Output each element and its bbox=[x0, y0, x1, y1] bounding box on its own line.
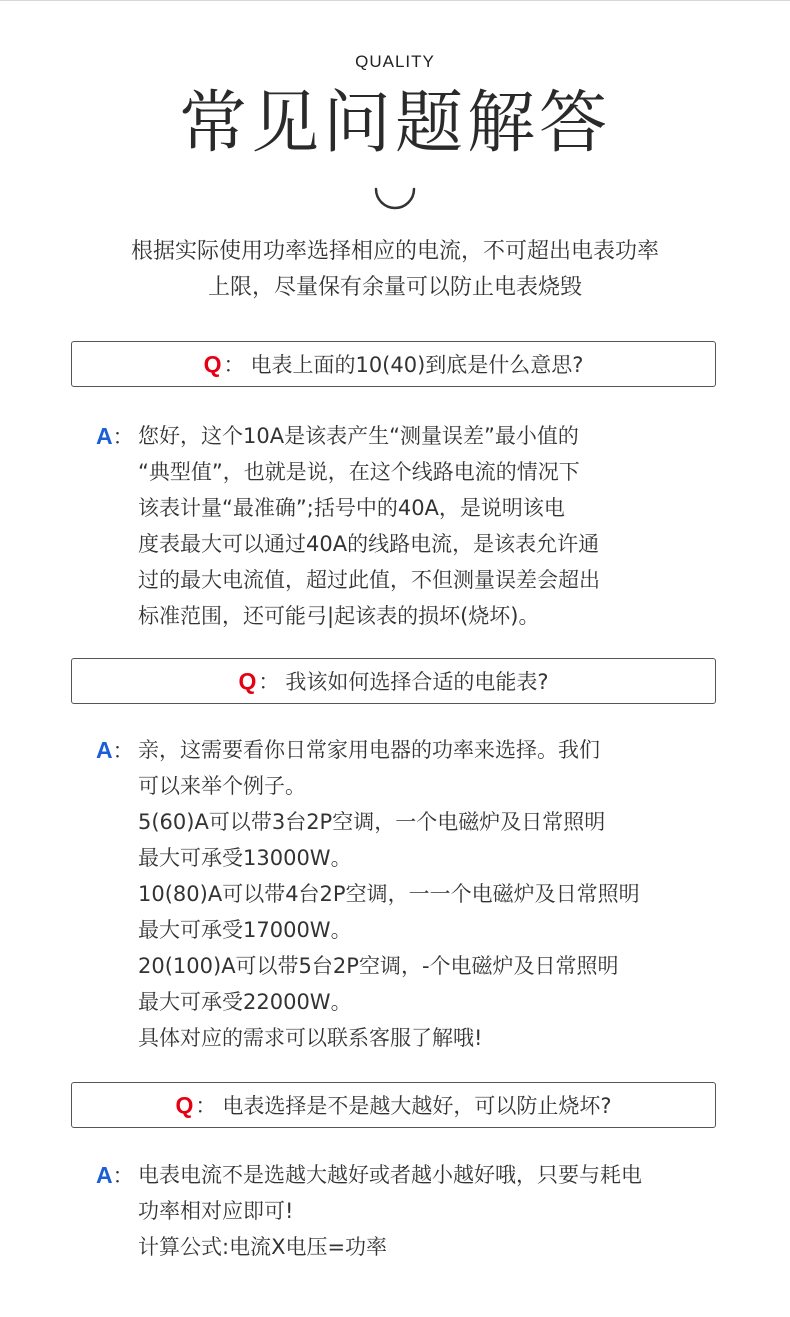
answer-line: 计算公式:电流X电压=功率 bbox=[138, 1235, 388, 1259]
question-text: 我该如何选择合适的电能表? bbox=[285, 670, 549, 694]
answer-text bbox=[138, 732, 728, 1056]
q-colon: ： bbox=[195, 1094, 217, 1118]
answer-line: 可以来举个例子。 bbox=[138, 774, 306, 798]
a-marker-group bbox=[96, 732, 134, 769]
answer-line: 过的最大电流值，超过此值，不但测量误差会超出 bbox=[138, 568, 600, 592]
faq-question-1 bbox=[71, 341, 716, 387]
a-marker-group bbox=[96, 1157, 134, 1194]
a-marker: A bbox=[96, 1162, 113, 1188]
answer-line: 标准范围，还可能弓|起该表的损坏(烧坏)。 bbox=[138, 604, 540, 628]
answer-line: 功率相对应即可! bbox=[138, 1199, 294, 1223]
answer-text bbox=[138, 418, 728, 634]
section-eyebrow: QUALITY bbox=[355, 52, 435, 71]
a-marker-group bbox=[96, 418, 134, 455]
answer-line: 该表计量“最准确”;括号中的40A，是说明该电 bbox=[138, 496, 565, 520]
q-marker: Q bbox=[238, 667, 257, 694]
faq-question-2 bbox=[71, 658, 716, 704]
a-colon: ： bbox=[112, 739, 134, 763]
faq-question-3 bbox=[71, 1082, 716, 1128]
answer-line: 20(100)A可以带5台2P空调，-个电磁炉及日常照明 bbox=[138, 954, 619, 978]
answer-line: 您好，这个10A是该表产生“测量误差”最小值的 bbox=[138, 424, 579, 448]
answer-line: 最大可承受22000W。 bbox=[138, 990, 352, 1014]
intro-line: 上限，尽量保有余量可以防止电表烧毁 bbox=[207, 275, 582, 300]
a-marker: A bbox=[96, 737, 113, 763]
answer-line: 5(60)A可以带3台2P空调，一个电磁炉及日常照明 bbox=[138, 810, 606, 834]
answer-line: 亲，这需要看你日常家用电器的功率来选择。我们 bbox=[138, 738, 600, 762]
question-text: 电表上面的10(40)到底是什么意思? bbox=[250, 353, 584, 377]
top-divider bbox=[0, 0, 790, 1]
a-colon: ： bbox=[112, 1164, 134, 1188]
question-text: 电表选择是不是越大越好，可以防止烧坏? bbox=[222, 1094, 612, 1118]
smile-arc-icon bbox=[373, 186, 417, 214]
answer-line: 最大可承受17000W。 bbox=[138, 918, 352, 942]
answer-text bbox=[138, 1157, 728, 1265]
page-title: 常见问题解答 bbox=[178, 84, 611, 163]
answer-line: 10(80)A可以带4台2P空调，一一个电磁炉及日常照明 bbox=[138, 882, 640, 906]
q-marker: Q bbox=[203, 350, 222, 377]
a-marker: A bbox=[96, 423, 113, 449]
answer-line: 度表最大可以通过40A的线路电流，是该表允许通 bbox=[138, 532, 600, 556]
intro-text bbox=[95, 234, 695, 306]
answer-line: 最大可承受13000W。 bbox=[138, 846, 352, 870]
q-marker: Q bbox=[175, 1091, 194, 1118]
q-colon: ： bbox=[258, 670, 280, 694]
intro-line: 根据实际使用功率选择相应的电流，不可超出电表功率 bbox=[130, 239, 659, 264]
q-colon: ： bbox=[223, 353, 245, 377]
answer-line: 具体对应的需求可以联系客服了解哦! bbox=[138, 1026, 483, 1050]
answer-line: 电表电流不是选越大越好或者越小越好哦，只要与耗电 bbox=[138, 1163, 642, 1187]
a-colon: ： bbox=[112, 425, 134, 449]
answer-line: “典型值”，也就是说，在这个线路电流的情况下 bbox=[138, 460, 580, 484]
